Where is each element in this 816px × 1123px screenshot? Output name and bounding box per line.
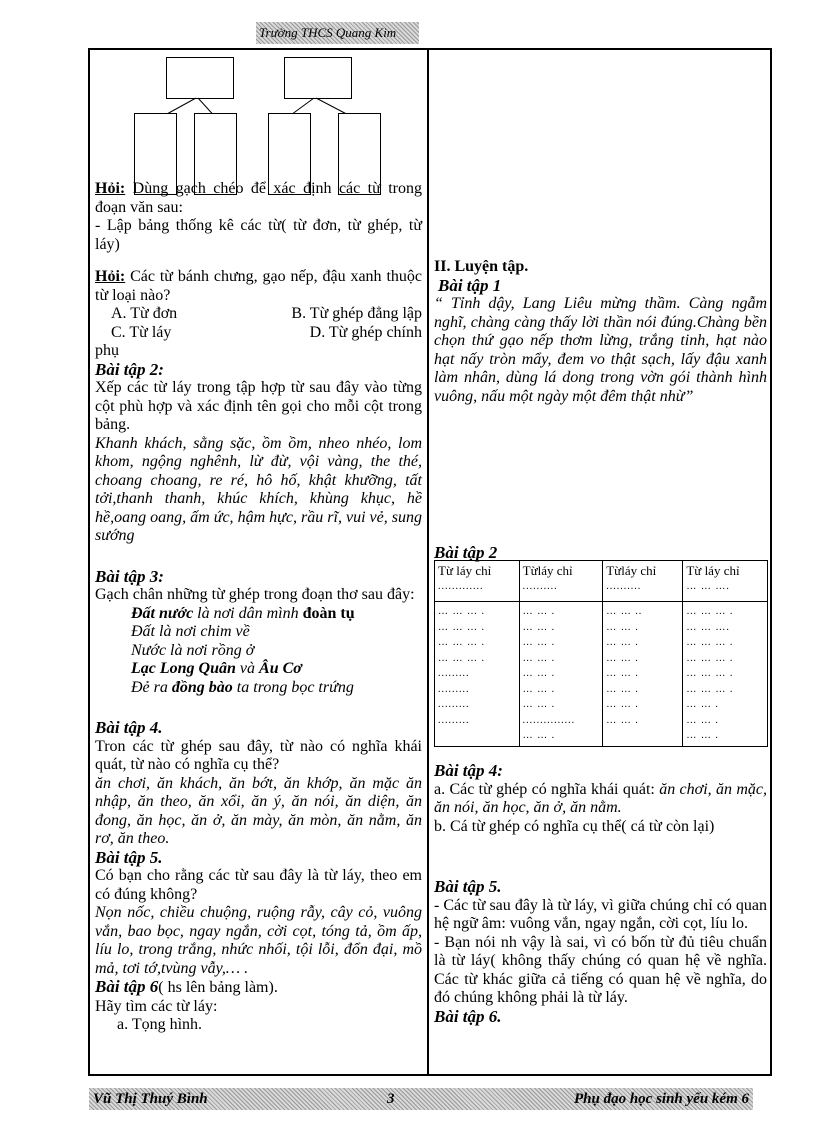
r-exercise-2-title: Bài tập 2 bbox=[434, 543, 498, 562]
table-body-row bbox=[435, 602, 768, 747]
table-cell: … … . … … . … … . … … . … … . … … . … … . ............... … … . bbox=[519, 602, 603, 747]
r-exercise-5-title: Bài tập 5. bbox=[434, 877, 502, 896]
r-exercise-4-title: Bài tập 4: bbox=[434, 761, 503, 780]
r-exercise-1-title: Bài tập 1 bbox=[438, 275, 502, 295]
classification-table bbox=[434, 560, 768, 747]
table-header-cell: Từ láy chỉ ............. bbox=[435, 561, 520, 602]
exercise-5-words: Nọn nốc, chiều chuộng, ruộng rẫy, cây cỏ, vuông vắn, bao bọc, ngay ngắn, cời cọt, tóng tả, ồm ấp, líu lo, trong trắng, nhức nhối, tội lỗi, đổn đại, mồ mả, tơi tớ,tvùng vẫy,… . bbox=[95, 904, 422, 977]
r-exercise-4-a: a. Các từ ghép có nghĩa khái quát: ăn chơi, ăn mặc, ăn nói, ăn học, ăn ở, ăn nằm. bbox=[434, 780, 767, 816]
left-column bbox=[95, 180, 422, 1035]
question-1-task: - Lập bảng thống kê các từ( từ đơn, từ ghép, từ láy) bbox=[95, 217, 422, 253]
right-column-lower bbox=[434, 762, 767, 1026]
poem-line-4: Lạc Long Quân và Âu Cơ bbox=[131, 660, 302, 677]
table-cell: … … … . … … … . … … … . … … … . ......... ......... ......... ......... bbox=[435, 602, 520, 747]
r-exercise-1-text: “ Tỉnh dậy, Lang Liêu mừng thầm. Càng ngẫm nghĩ, chàng càng thấy lời thần nói đúng.Chàng bền chọn thứ gạo nếp thơm lừng, trắng tinh, hạt nào hạt nấy tròn mẩy, đem vo thật sạch, lấy đậu xanh làm nhân, dùng lá dong trong vờn gói thành hình vuông, nấu một ngày một đêm thật nhừ” bbox=[434, 295, 767, 405]
table-cell: … … .. … … . … … . … … . … … . … … . … … . … … . bbox=[603, 602, 683, 747]
question-1: Hỏi: Dùng gạch chéo để xác định các từ trong đoạn văn sau: bbox=[95, 180, 422, 216]
poem-line-2: Đất là nơi chim về bbox=[131, 623, 250, 640]
question-2: Hỏi: Các từ bánh chưng, gạo nếp, đậu xanh thuộc từ loại nào? bbox=[95, 268, 422, 304]
exercise-6-item-a: a. Tọng hình. bbox=[117, 1016, 203, 1033]
footer-subject: Phụ đạo học sinh yếu kém 6 bbox=[573, 1091, 749, 1107]
exercise-5-title: Bài tập 5. bbox=[95, 847, 163, 867]
table-header-cell: Từláy chỉ .......... bbox=[519, 561, 603, 602]
poem-line-1: Đất nước là nơi dân mình đoàn tụ bbox=[131, 604, 355, 622]
exercise-5-text: Có bạn cho rằng các từ sau đây là từ láy, theo em có đúng không? bbox=[95, 867, 422, 903]
exercise-3-title: Bài tập 3: bbox=[95, 566, 164, 586]
option-d-continued: phụ bbox=[95, 342, 119, 359]
r-exercise-5-p1: - Các từ sau đây là từ láy, vì giữa chúng chỉ có quan hệ ngữ âm: vuông vắn, ngay ngắn, cời cọt, líu lo. bbox=[434, 896, 767, 932]
poem-line-5: Đẻ ra đồng bào ta trong bọc trứng bbox=[131, 678, 354, 696]
table-header-cell: Từ láy chỉ … … …. bbox=[683, 561, 768, 602]
section-title: II. Luyện tập. bbox=[434, 258, 529, 275]
page-footer bbox=[89, 1088, 753, 1110]
exercise-6-heading: Bài tập 6( hs lên bảng làm). bbox=[95, 977, 278, 996]
r-exercise-4-b: b. Cá từ ghép có nghĩa cụ thể( cá từ còn lại) bbox=[434, 817, 715, 835]
exercise-2-words: Khanh khách, sằng sặc, ồm ồm, nheo nhéo, lom khom, ngộng nghênh, lừ đừ, vội vàng, the thé, choang choang, re ré, hô hố, khật khưỡng, tất tởi,thanh thanh, khúc khích, khùng khục, hề hề,oang oang, ấm ức, hậm hực, rầu rĩ, vui vẻ, sung sướng bbox=[95, 434, 422, 544]
page-header bbox=[256, 22, 419, 44]
exercise-6-text: Hãy tìm các từ láy: bbox=[95, 997, 218, 1015]
exercise-4-text: Tron các từ ghép sau đây, từ nào có nghĩa khái quát, từ nào có nghĩa cụ thể? bbox=[95, 737, 422, 773]
table-cell: … … … . … … …. … … … . … … … . … … … . … … … . … … . … … . … … . bbox=[683, 602, 768, 747]
exercise-4-words: ăn chơi, ăn khách, ăn bớt, ăn khớp, ăn mặc ăn nhập, ăn theo, ăn xổi, ăn ý, ăn nói, ăn diện, ăn đong, ăn học, ăn ở, ăn mày, ăn mòn, ăn nằm, ăn rơ, ăn theo. bbox=[95, 774, 422, 847]
poem-line-3: Nước là nơi rồng ở bbox=[131, 641, 255, 659]
table-header-row bbox=[435, 561, 768, 602]
options-row-1: A. Từ đơn B. Từ ghép đẳng lập bbox=[111, 305, 422, 322]
r-exercise-6-title: Bài tập 6. bbox=[434, 1006, 502, 1026]
school-name: Trường THCS Quang Kim bbox=[259, 25, 397, 40]
column-divider bbox=[427, 48, 429, 1076]
r-exercise-5-p2: - Bạn nói nh vậy là sai, vì có bốn từ đủ tiêu chuẩn là từ láy( không thấy chúng có quan hệ về nghĩa. Các từ khác giữa cả tiếng có quan hệ về nghĩa, do đó chúng không phải là từ láy. bbox=[434, 933, 767, 1006]
footer-page-number: 3 bbox=[387, 1091, 395, 1107]
exercise-2-title: Bài tập 2: bbox=[95, 359, 164, 379]
exercise-4-title: Bài tập 4. bbox=[95, 718, 163, 737]
right-column bbox=[434, 258, 767, 406]
footer-author: Vũ Thị Thuý Bình bbox=[93, 1091, 208, 1107]
exercise-3-text: Gạch chân những từ ghép trong đoạn thơ sau đây: bbox=[95, 586, 415, 603]
options-row-2: C. Từ láy D. Từ ghép chính bbox=[111, 323, 422, 341]
exercise-2-text: Xếp các từ láy trong tập hợp từ sau đây vào từng cột phù hợp và xác định tên gọi cho mỗi cột trong bảng. bbox=[95, 379, 422, 433]
table-header-cell: Từláy chỉ .......... bbox=[603, 561, 683, 602]
